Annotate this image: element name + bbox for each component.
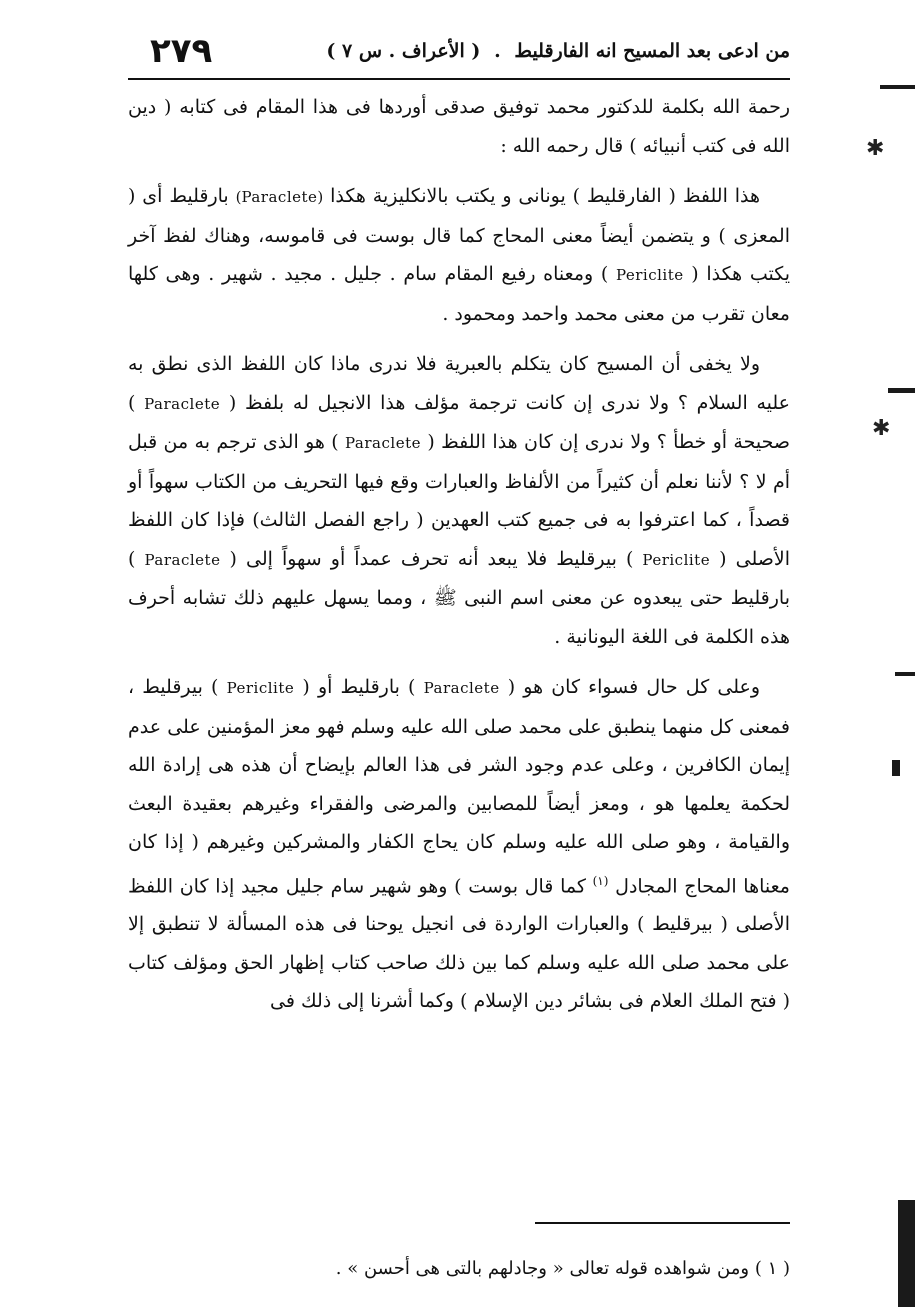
text-run: ) ومعناه رفيع المقام سام . جليل . مجيد . شهير . وهى كلها معان تقرب من معنى محمد واحمد ومحمود .: [128, 263, 790, 325]
text-run: ) هو الذى ترجم به من قبل أم لا ؟ لأننا نعلم أن كثيراً من الألفاظ والعبارات وقع فيها التحريف من الكتاب سهواً أو قصداً ، كما اعترفوا به فى جميع كتب العهدين ( راجع الفصل الثالث) فإذا كان اللفظ الأصلى (: [128, 431, 791, 570]
text-run: ) بيرقليط ، فمعنى كل منهما ينطبق على محمد صلى الله عليه وسلم فهو معز المؤمنين على عدم إيمان الكافرين ، وعلى عدم وجود الشر فى هذا العالم بإيضاح أن هذه هى إرادة الله لحكمة يعلمها هو ، ومعز أيضاً للمصابين والمرضى والفقراء وغيرهم بعقيدة البعث والقيامة ، وهو صلى الله عليه وسلم كان يحاج الكفار والمشركين وغيرهم ( إذا كان معناها المحاج المجادل: [128, 676, 790, 897]
latin-term: Paraclete: [345, 434, 421, 452]
footnote-rule: [535, 1222, 790, 1224]
footnote-ref: (١): [592, 873, 609, 888]
text-run: بارقليط أى ( المعزى ) و يتضمن أيضاً معنى المحاج كما قال بوست فى قاموسه، وهناك لفظ آخر يكتب هكذا (: [128, 185, 791, 285]
text-run: ولا يخفى أن المسيح كان يتكلم بالعبرية فلا ندرى ماذا كان اللفظ الذى نطق به عليه السلام ؟ ولا ندرى إن كانت ترجمة مؤلف هذا الانجيل له بلفظ (: [128, 353, 791, 414]
latin-term: Paraclete: [144, 394, 221, 413]
text-run: ) بارقليط حتى يبعدوه عن معنى اسم النبى ﷺ ، ومما يسهل عليهم ذلك تشابه أحرف هذه الكلمة فى اللغة اليونانية .: [128, 547, 790, 648]
scan-mark: [892, 760, 900, 776]
page-header: [150, 28, 790, 74]
scan-speck: ✱: [866, 136, 885, 161]
page-number: ٢٧٩: [150, 31, 213, 71]
running-head-topic: من ادعى بعد المسيح انه الفارقليط: [514, 40, 790, 62]
scan-mark: [880, 85, 915, 89]
scan-mark: [888, 388, 915, 393]
scan-speck: ✱: [872, 416, 891, 441]
footnote: ( ١ ) ومن شواهده قوله تعالى « وجادلهم بالتى هى أحسن » .: [335, 1258, 790, 1279]
text-run: كما قال بوست ) وهو شهير سام جليل مجيد إذا كان اللفظ الأصلى ( بيرقليط ) والعبارات الواردة فى انجيل يوحنا فى هذه المسألة لا تنطبق إلا على محمد صلى الله عليه وسلم كما بين ذلك صاحب كتاب إظهار الحق ومؤلف كتاب ( فتح الملك العلام فى بشائر دين الإسلام ) وكما أشرنا إلى ذلك فى: [128, 874, 790, 1013]
latin-term: Periclite: [642, 550, 711, 569]
latin-term: (Paraclete): [235, 188, 324, 206]
paragraph: [128, 177, 790, 333]
text-run: ) بيرقليط فلا يبعد أنه تحرف عمداً أو سهواً إلى (: [220, 547, 643, 570]
latin-term: Periclite: [226, 679, 295, 697]
body-text: [128, 88, 790, 1033]
paragraph: [128, 345, 790, 656]
scan-mark: [898, 1200, 915, 1307]
latin-term: Periclite: [615, 266, 684, 284]
text-run: وعلى كل حال فسواء كان هو (: [499, 676, 761, 698]
scan-mark: [895, 672, 915, 676]
text-run: ) صحيحة أو خطأ ؟ ولا ندرى إن كان هذا اللفظ (: [128, 391, 790, 453]
latin-term: Paraclete: [144, 550, 221, 569]
text-run: ) بارقليط أو (: [294, 676, 424, 698]
header-rule: [128, 78, 790, 80]
running-head-chapter: ( الأعراف . س ٧ ): [326, 40, 481, 62]
text-run: هذا اللفظ ( الفارقليط ) يونانى و يكتب بالانكليزية هكذا: [323, 185, 761, 207]
paragraph: [128, 88, 790, 165]
latin-term: Paraclete: [423, 679, 500, 697]
running-head: من ادعى بعد المسيح انه الفارقليط.( الأعراف . س ٧ ): [326, 40, 790, 62]
paragraph: [128, 668, 790, 1021]
text-run: رحمة الله بكلمة للدكتور محمد توفيق صدقى أوردها فى هذا المقام فى كتابه ( دين الله فى كتب أنبيائه ) قال رحمه الله :: [128, 96, 790, 157]
